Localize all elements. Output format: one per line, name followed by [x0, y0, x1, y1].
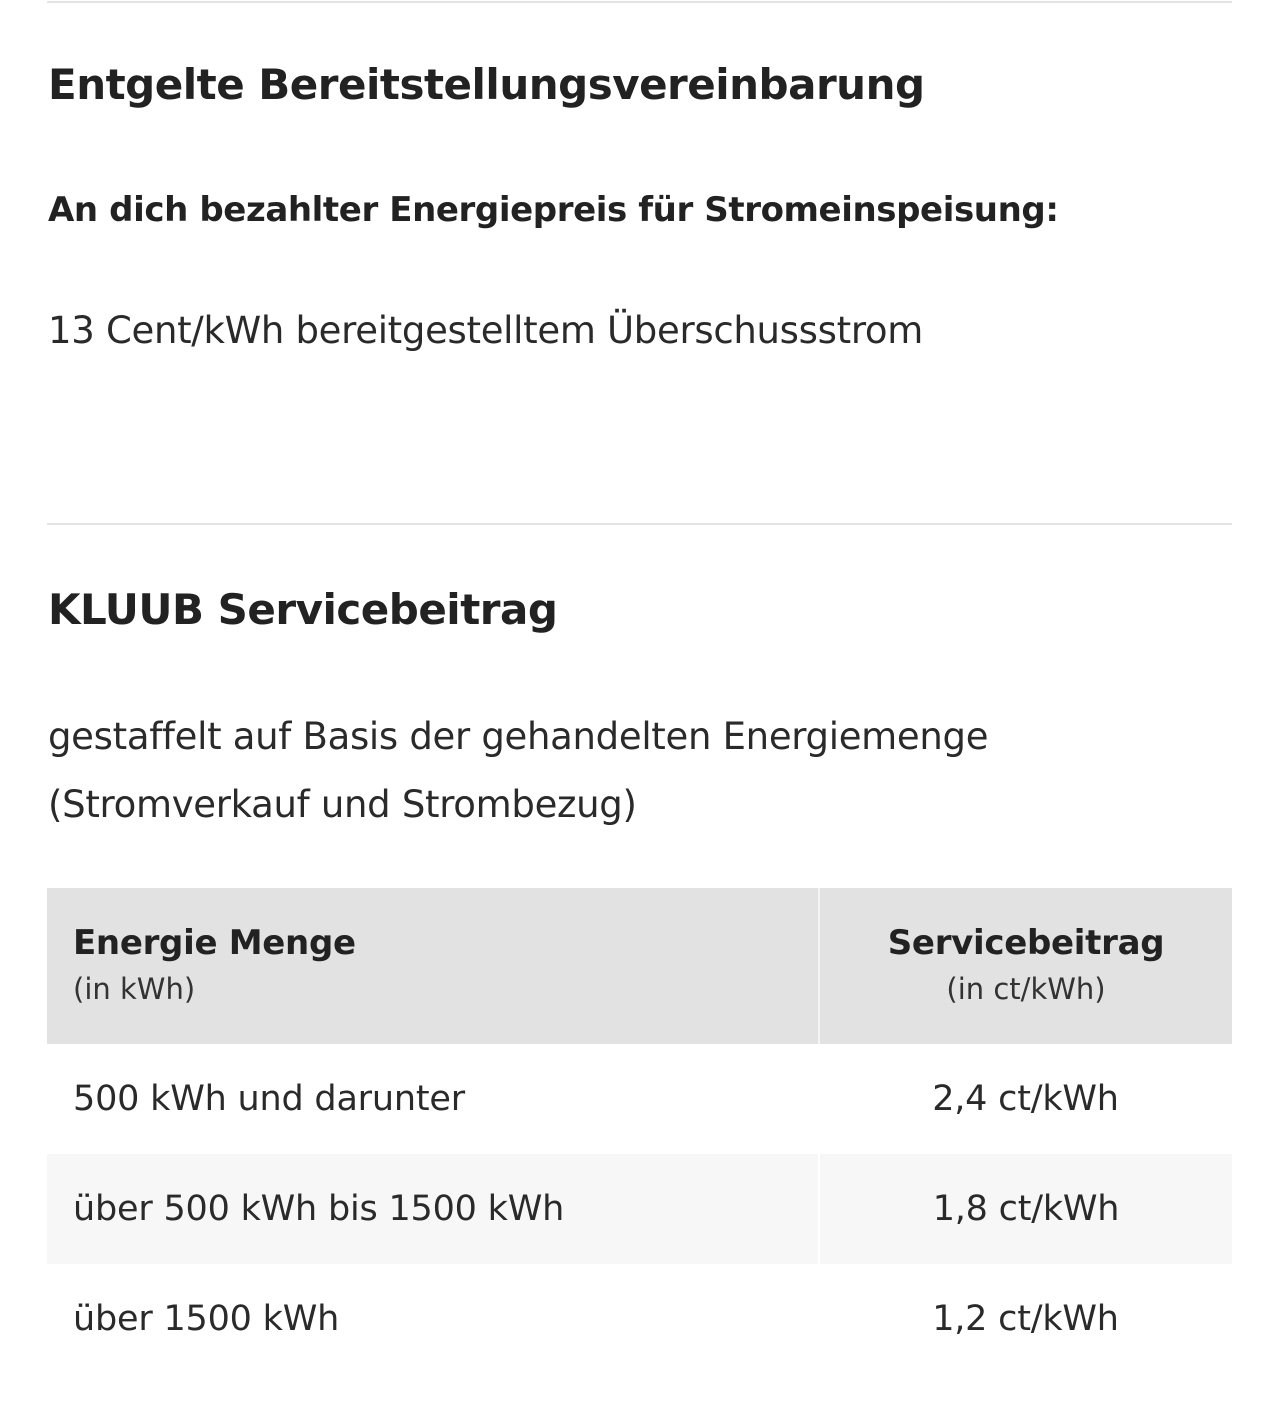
table-row	[47, 1154, 1232, 1264]
section-divider	[47, 523, 1232, 525]
row-amount: 500 kWh und darunter	[73, 1079, 465, 1119]
header-service-fee-label: Servicebeitrag	[887, 923, 1165, 963]
table-row	[47, 1264, 1232, 1374]
table-row	[47, 1044, 1232, 1154]
energy-price-text: 13 Cent/kWh bereitgestelltem Überschussstrom	[48, 309, 923, 352]
row-fee: 1,8 ct/kWh	[819, 1154, 1232, 1264]
energy-price-subtitle: An dich bezahlter Energiepreis für Stromeinspeisung:	[48, 190, 1059, 230]
row-fee: 1,2 ct/kWh	[932, 1299, 1119, 1339]
row-fee: 2,4 ct/kWh	[932, 1079, 1119, 1119]
row-amount: über 500 kWh bis 1500 kWh	[47, 1154, 819, 1264]
header-energy-amount-unit: (in kWh)	[73, 972, 196, 1006]
header-service-fee-unit: (in ct/kWh)	[946, 972, 1106, 1006]
row-amount: über 1500 kWh	[73, 1299, 340, 1339]
header-energy-amount	[47, 888, 819, 1044]
section-divider-top	[47, 1, 1232, 3]
service-fee-section-title: KLUUB Servicebeitrag	[48, 585, 558, 634]
header-energy-amount-label: Energie Menge	[73, 923, 356, 963]
service-fee-description: gestaffelt auf Basis der gehandelten Energiemenge (Stromverkauf und Strombezug)	[48, 715, 989, 826]
provision-section-title: Entgelte Bereitstellungsvereinbarung	[48, 60, 925, 109]
header-service-fee	[819, 888, 1232, 1044]
service-fee-table	[47, 888, 1232, 1374]
table-header-row	[47, 888, 1232, 1044]
